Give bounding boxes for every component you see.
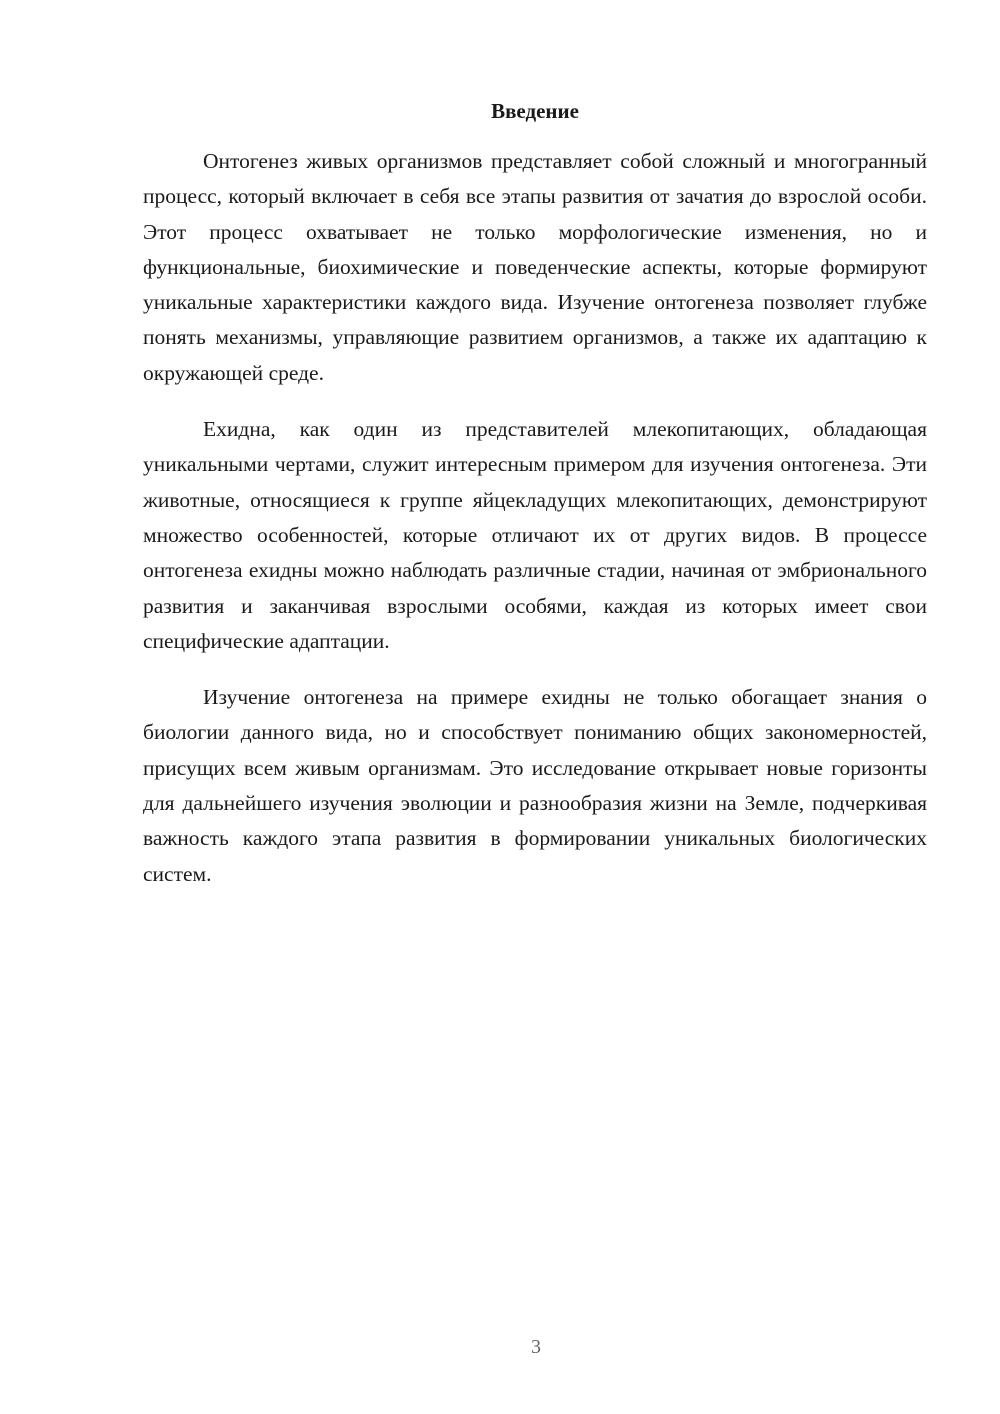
paragraph: Ехидна, как один из представителей млекопитающих, обладающая уникальными чертами, служит интересным примером для изучения онтогенеза. Эти животные, относящиеся к группе яйцекладущих млекопитающих, демонстрируют множество особенностей, которые отличают их от других видов. В процессе онтогенеза ехидны можно наблюдать различные стадии, начиная от эмбрионального развития и заканчивая взрослыми особями, каждая из которых имеет свои специфические адаптации. <box>143 417 927 653</box>
paragraph: Изучение онтогенеза на примере ехидны не только обогащает знания о биологии данного вида, но и способствует пониманию общих закономерностей, присущих всем живым организмам. Это исследование открывает новые горизонты для дальнейшего изучения эволюции и разнообразия жизни на Земле, подчеркивая важность каждого этапа развития в формировании уникальных биологических систем. <box>143 685 927 886</box>
page-number: 3 <box>531 1336 541 1358</box>
section-body <box>143 144 927 913</box>
section-heading: Введение <box>491 99 579 123</box>
paragraph: Онтогенез живых организмов представляет собой сложный и многогранный процесс, который включает в себя все этапы развития от зачатия до взрослой особи. Этот процесс охватывает не только морфологические изменения, но и функциональные, биохимические и поведенческие аспекты, которые формируют уникальные характеристики каждого вида. Изучение онтогенеза позволяет глубже понять механизмы, управляющие развитием организмов, а также их адаптацию к окружающей среде. <box>143 149 927 385</box>
